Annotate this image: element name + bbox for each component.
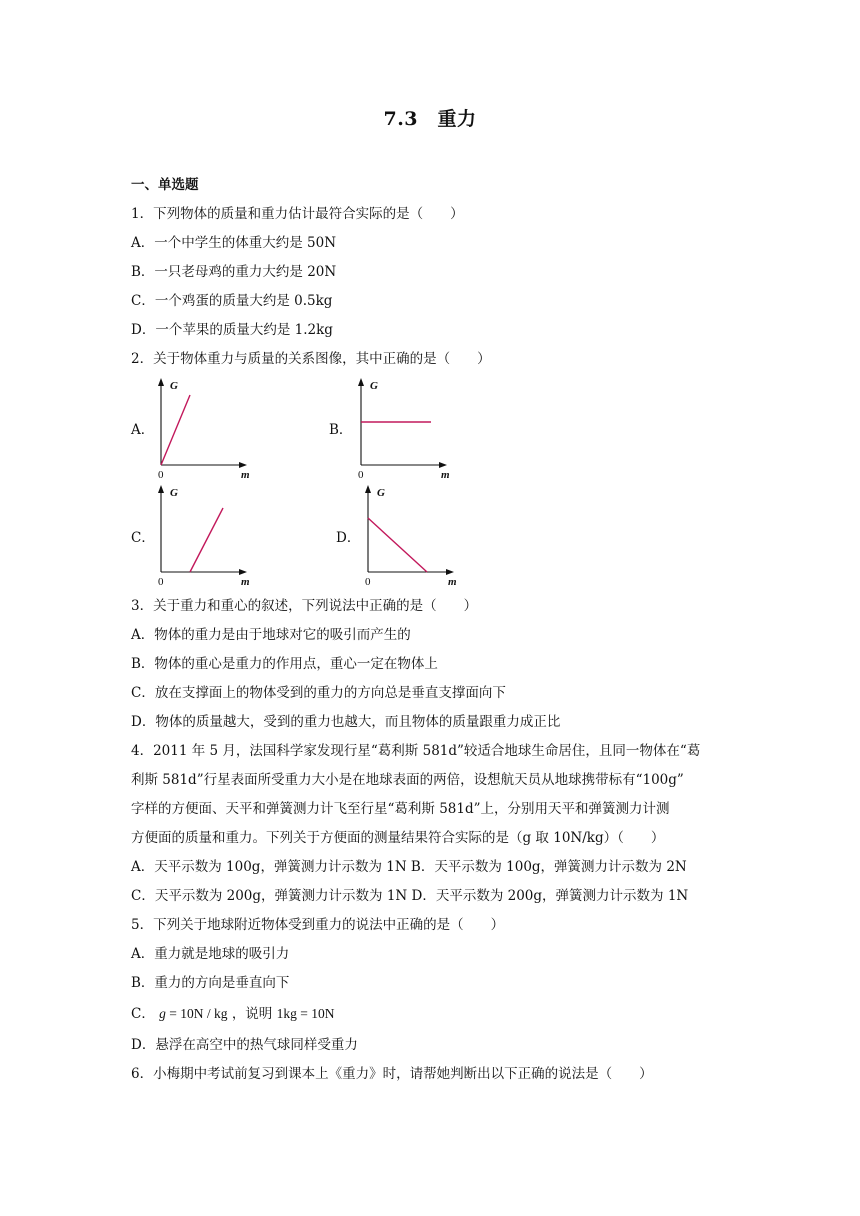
q5-option-b: B．重力的方向是垂直向下 bbox=[131, 975, 290, 991]
q4-options-ab: A．天平示数为 100g，弹簧测力计示数为 1N B．天平示数为 100g，弹簧测力计示数为 2N bbox=[131, 859, 687, 875]
section-heading: 一、单选题 bbox=[131, 177, 199, 193]
q1-option-a: A．一个中学生的体重大约是 50N bbox=[131, 235, 337, 251]
q5-option-c-prefix: C． bbox=[131, 1006, 155, 1022]
q5-formula-kg: 1kg = 10N bbox=[276, 1006, 335, 1021]
q2-graph-b bbox=[350, 375, 460, 481]
q2-option-c-label: C． bbox=[131, 530, 155, 546]
q4-options-cd: C．天平示数为 200g，弹簧测力计示数为 1N D．天平示数为 200g，弹簧测力计示数为 1N bbox=[131, 888, 689, 904]
axis-g-label: G bbox=[370, 380, 378, 392]
q5-formula-g: g = 10N / kg bbox=[159, 1006, 228, 1021]
origin-label: 0 bbox=[365, 576, 371, 588]
q3-option-b: B．物体的重心是重力的作用点，重心一定在物体上 bbox=[131, 656, 438, 672]
q4-stem-line-4: 方便面的质量和重力。下列关于方便面的测量结果符合实际的是（g 取 10N/kg）（ ） bbox=[131, 830, 665, 846]
q1-option-b: B．一只老母鸡的重力大约是 20N bbox=[131, 264, 337, 280]
q2-option-d-label: D． bbox=[336, 530, 361, 546]
origin-label: 0 bbox=[158, 469, 164, 481]
q1-stem: 1．下列物体的质量和重力估计最符合实际的是（ ） bbox=[131, 206, 464, 222]
axis-m-label: m bbox=[448, 576, 457, 588]
q4-stem-line-2: 利斯 581d”行星表面所受重力大小是在地球表面的两倍，设想航天员从地球携带标有“100g” bbox=[131, 772, 684, 788]
q2-option-a-label: A． bbox=[131, 422, 155, 438]
q4-stem-line-3: 字样的方便面、天平和弹簧测力计飞至行星“葛利斯 581d”上，分别用天平和弹簧测力计测 bbox=[131, 801, 670, 817]
q5-option-a: A．重力就是地球的吸引力 bbox=[131, 946, 290, 962]
q1-option-c: C．一个鸡蛋的质量大约是 0.5kg bbox=[131, 293, 333, 309]
q2-graph-a bbox=[150, 375, 260, 481]
axis-g-label: G bbox=[377, 487, 385, 499]
axis-m-label: m bbox=[241, 576, 250, 588]
q4-stem-line-1: 4．2011 年 5 月，法国科学家发现行星“葛利斯 581d”较适合地球生命居住，且同一物体在“葛 bbox=[131, 743, 701, 759]
origin-label: 0 bbox=[358, 469, 364, 481]
q5-option-c-mid: ，说明 bbox=[231, 1006, 273, 1022]
origin-label: 0 bbox=[158, 576, 164, 588]
q3-option-d: D．物体的质量越大，受到的重力也越大，而且物体的质量跟重力成正比 bbox=[131, 714, 561, 730]
axis-m-label: m bbox=[241, 469, 250, 481]
q5-option-c bbox=[131, 1002, 334, 1022]
axis-g-label: G bbox=[170, 487, 178, 499]
q3-option-c: C．放在支撑面上的物体受到的重力的方向总是垂直支撑面向下 bbox=[131, 685, 506, 701]
q3-option-a: A．物体的重力是由于地球对它的吸引而产生的 bbox=[131, 627, 411, 643]
q5-option-d: D．悬浮在高空中的热气球同样受重力 bbox=[131, 1037, 358, 1053]
q2-graph-c bbox=[150, 482, 260, 588]
axis-m-label: m bbox=[441, 469, 450, 481]
axis-g-label: G bbox=[170, 380, 178, 392]
q2-graph-d bbox=[357, 482, 467, 588]
q2-stem: 2．关于物体重力与质量的关系图像，其中正确的是（ ） bbox=[131, 351, 491, 367]
q6-stem: 6．小梅期中考试前复习到课本上《重力》时，请帮她判断出以下正确的说法是（ ） bbox=[131, 1066, 653, 1082]
q3-stem: 3．关于重力和重心的叙述，下列说法中正确的是（ ） bbox=[131, 598, 478, 614]
q2-option-b-label: B． bbox=[329, 422, 353, 438]
q5-stem: 5．下列关于地球附近物体受到重力的说法中正确的是（ ） bbox=[131, 917, 505, 933]
q1-option-d: D．一个苹果的质量大约是 1.2kg bbox=[131, 322, 333, 338]
page-title: 7.3 重力 bbox=[383, 108, 477, 130]
